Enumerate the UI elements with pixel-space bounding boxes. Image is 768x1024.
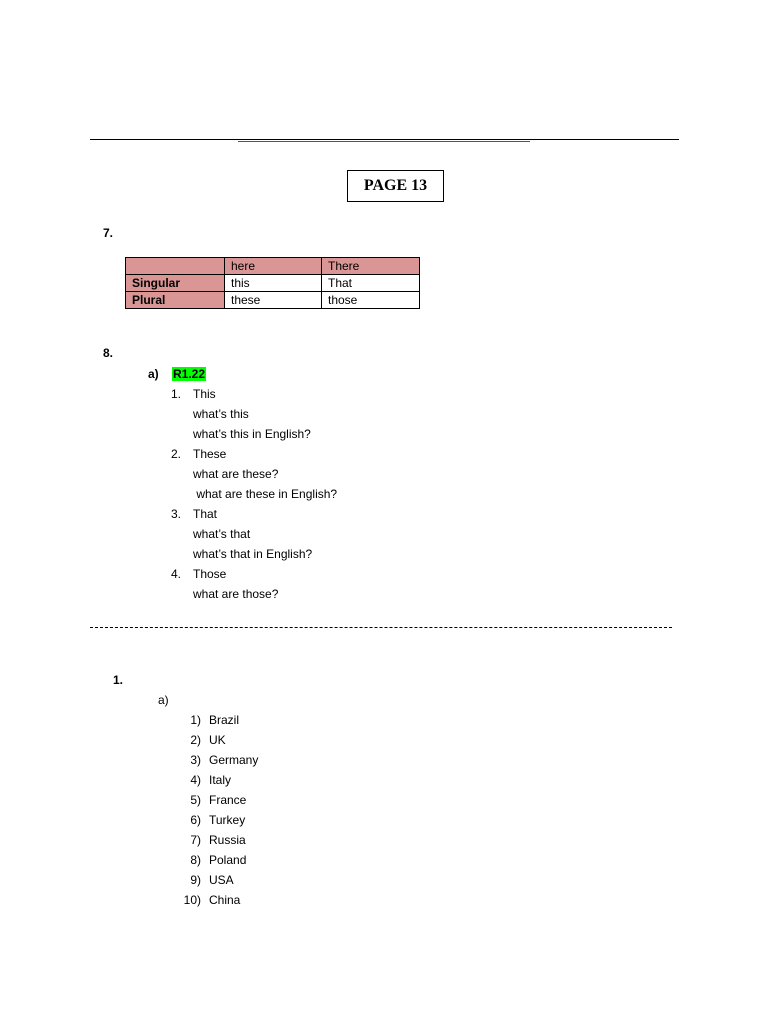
table-cell: this bbox=[225, 275, 322, 292]
list-item: 8) Poland bbox=[190, 853, 247, 867]
table-cell: these bbox=[225, 292, 322, 309]
question-1-number: 1. bbox=[113, 673, 124, 687]
table-row-label: Singular bbox=[126, 275, 225, 292]
list-item: 2. These bbox=[171, 447, 227, 461]
list-item: 4) Italy bbox=[190, 773, 232, 787]
list-item: 7) Russia bbox=[190, 833, 246, 847]
list-item: 3. That bbox=[171, 507, 218, 521]
list-item-line: what’s that in English? bbox=[193, 547, 313, 561]
list-item: 1) Brazil bbox=[190, 713, 240, 727]
q8-answer-list bbox=[171, 384, 337, 604]
list-item-line: what are these in English? bbox=[193, 487, 338, 501]
table-row-label: Plural bbox=[126, 292, 225, 309]
table-header-cell bbox=[126, 258, 225, 275]
question-7-number: 7. bbox=[103, 226, 114, 240]
table-row bbox=[126, 275, 420, 292]
page-title: PAGE 13 bbox=[347, 170, 444, 202]
list-item: 2) UK bbox=[190, 733, 226, 747]
list-item-line: what are those? bbox=[193, 587, 279, 601]
country-list bbox=[178, 710, 258, 910]
question-8-number: 8. bbox=[103, 346, 114, 360]
table-header-row bbox=[126, 258, 420, 275]
table-header-cell: There bbox=[322, 258, 420, 275]
list-item-line: what’s this in English? bbox=[193, 427, 311, 441]
list-item: 9) USA bbox=[190, 873, 234, 887]
section-divider bbox=[90, 627, 672, 628]
list-item-line: what are these? bbox=[193, 467, 279, 481]
table-header-cell: here bbox=[225, 258, 322, 275]
recording-reference: R1.22 bbox=[173, 367, 206, 381]
header-rule bbox=[90, 139, 679, 140]
list-item: 6) Turkey bbox=[190, 813, 246, 827]
table-cell: those bbox=[322, 292, 420, 309]
list-item-line: what’s this bbox=[193, 407, 249, 421]
list-item: 4. Those bbox=[171, 567, 227, 581]
list-item: 5) France bbox=[190, 793, 247, 807]
list-item: 1. This bbox=[171, 387, 216, 401]
table-row bbox=[126, 292, 420, 309]
list-item: 3) Germany bbox=[190, 753, 259, 767]
question-8-sub-a bbox=[148, 364, 206, 384]
header-rule-thin bbox=[238, 141, 530, 142]
list-item-line: what’s that bbox=[193, 527, 251, 541]
list-item: 10) China bbox=[183, 893, 241, 907]
question-1-sub-a: a) bbox=[158, 693, 169, 707]
sub-label: a) bbox=[148, 367, 159, 381]
demonstratives-table bbox=[125, 257, 420, 309]
table-cell: That bbox=[322, 275, 420, 292]
